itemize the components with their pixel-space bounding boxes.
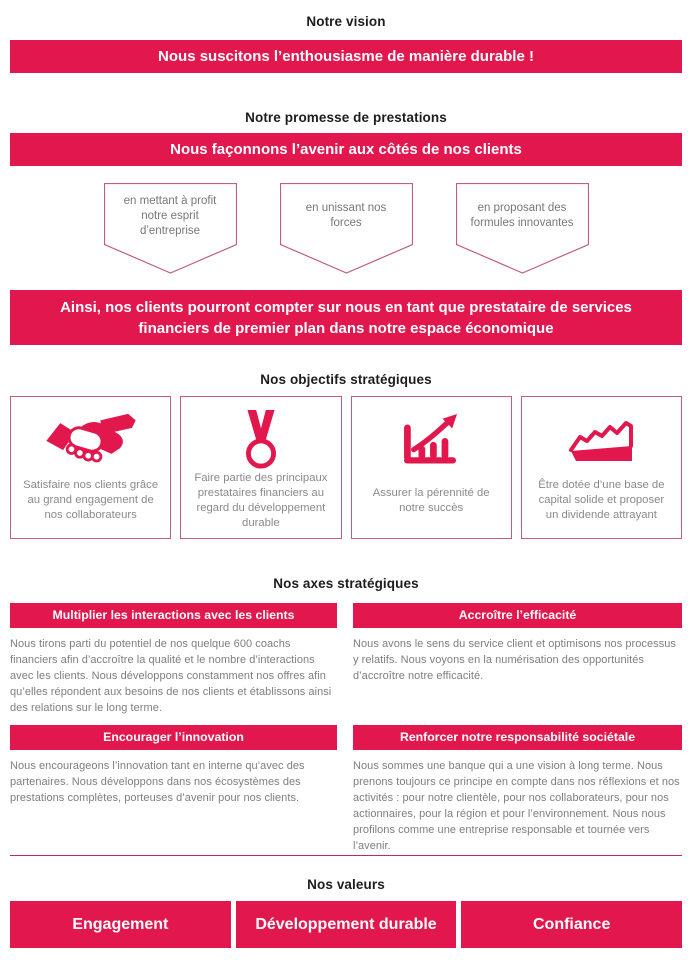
- growth-chart-icon: [402, 407, 460, 471]
- axis-title: Renforcer notre responsabilité sociétale: [353, 725, 682, 750]
- vision-banner: [10, 40, 682, 73]
- axis-text: Nous avons le sens du service client et optimisons nos processus y relatifs. Nous voyons en la numérisation des opportunités d’accroître notre efficacité.: [353, 638, 676, 682]
- axis-efficacite: [353, 603, 682, 684]
- promesse-banner-text: Nous façonnons l’avenir aux côtés de nos clients: [170, 141, 522, 158]
- capital-base-icon: [568, 407, 634, 471]
- vision-banner-text: Nous suscitons l’enthousiasme de manière durable !: [158, 48, 534, 65]
- promesse-heading: Notre promesse de prestations: [245, 110, 447, 125]
- axis-text: Nous tirons parti du potentiel de nos quelque 600 coachs financiers afin d’accroître la qualité et le nombre d’interactions avec les clients. Nous développons constamment nos offres afin qu’elles répondent aux besoins de nos clients et établissons ainsi des relations sur le long terme.: [10, 638, 332, 714]
- value-label: Confiance: [533, 915, 611, 933]
- value-box-confiance: [461, 901, 682, 948]
- section-divider: [10, 855, 682, 856]
- objectif-text: Assurer la pérennité de notre succès: [372, 486, 490, 514]
- axis-title: Multiplier les interactions avec les clients: [10, 603, 337, 628]
- value-label: Développement durable: [255, 915, 437, 933]
- objectif-card-capital: [521, 396, 682, 539]
- axis-text: Nous sommes une banque qui a une vision à long terme. Nous prenons toujours ce principe en compte dans nos réflexions et nos activités : pour notre clientèle, pour nos collaborateurs, pour nos actionnaires, pour la région et pour l’environnement. Nous nous profilons comme une entreprise responsable et tournée vers l’avenir.: [353, 760, 680, 852]
- pennant-esprit-entreprise: [104, 183, 237, 274]
- pennant-row: [10, 183, 682, 274]
- axis-responsabilite: [353, 725, 682, 854]
- objectif-text: Être dotée d’une base de capital solide et proposer un dividende attrayant: [538, 479, 665, 521]
- value-box-engagement: [10, 901, 231, 948]
- objectif-text: Faire partie des principaux prestataires financiers au regard du développement durable: [194, 472, 328, 529]
- promesse-banner: [10, 133, 682, 166]
- pennant-label: en proposant des formules innovantes: [470, 202, 574, 229]
- axes-heading: Nos axes stratégiques: [273, 576, 419, 591]
- conclusion-banner: [10, 290, 682, 345]
- medal-icon: [239, 407, 283, 471]
- pennant-label: en mettant à profit notre esprit d’entreprise: [123, 194, 217, 237]
- value-box-developpement-durable: [236, 901, 457, 948]
- axis-title: Encourager l’innovation: [10, 725, 337, 750]
- pennant-label: en unissant nos forces: [305, 202, 387, 229]
- handshake-icon: [43, 407, 139, 471]
- axis-interactions: [10, 603, 337, 716]
- value-label: Engagement: [72, 915, 169, 933]
- objectif-card-perennite: [351, 396, 512, 539]
- objectif-card-durabilite: [180, 396, 341, 539]
- objectifs-heading: Nos objectifs stratégiques: [260, 372, 432, 387]
- objectifs-row: [10, 396, 682, 539]
- valeurs-row: [10, 901, 682, 948]
- valeurs-heading: Nos valeurs: [307, 877, 385, 892]
- pennant-unir-forces: [280, 183, 413, 274]
- objectif-card-clients: [10, 396, 171, 539]
- conclusion-banner-text: Ainsi, nos clients pourront compter sur nous en tant que prestataire de services financiers de premier plan dans notre espace économique: [60, 298, 632, 337]
- axis-innovation: [10, 725, 337, 806]
- axis-text: Nous encourageons l’innovation tant en interne qu’avec des partenaires. Nous développons dans nos écosystèmes des prestations complètes, porteuses d’avenir pour nos clients.: [10, 760, 305, 804]
- pennant-formules-innovantes: [456, 183, 589, 274]
- axis-title: Accroître l’efficacité: [353, 603, 682, 628]
- objectif-text: Satisfaire nos clients grâce au grand engagement de nos collaborateurs: [23, 479, 159, 521]
- vision-heading: Notre vision: [306, 14, 386, 29]
